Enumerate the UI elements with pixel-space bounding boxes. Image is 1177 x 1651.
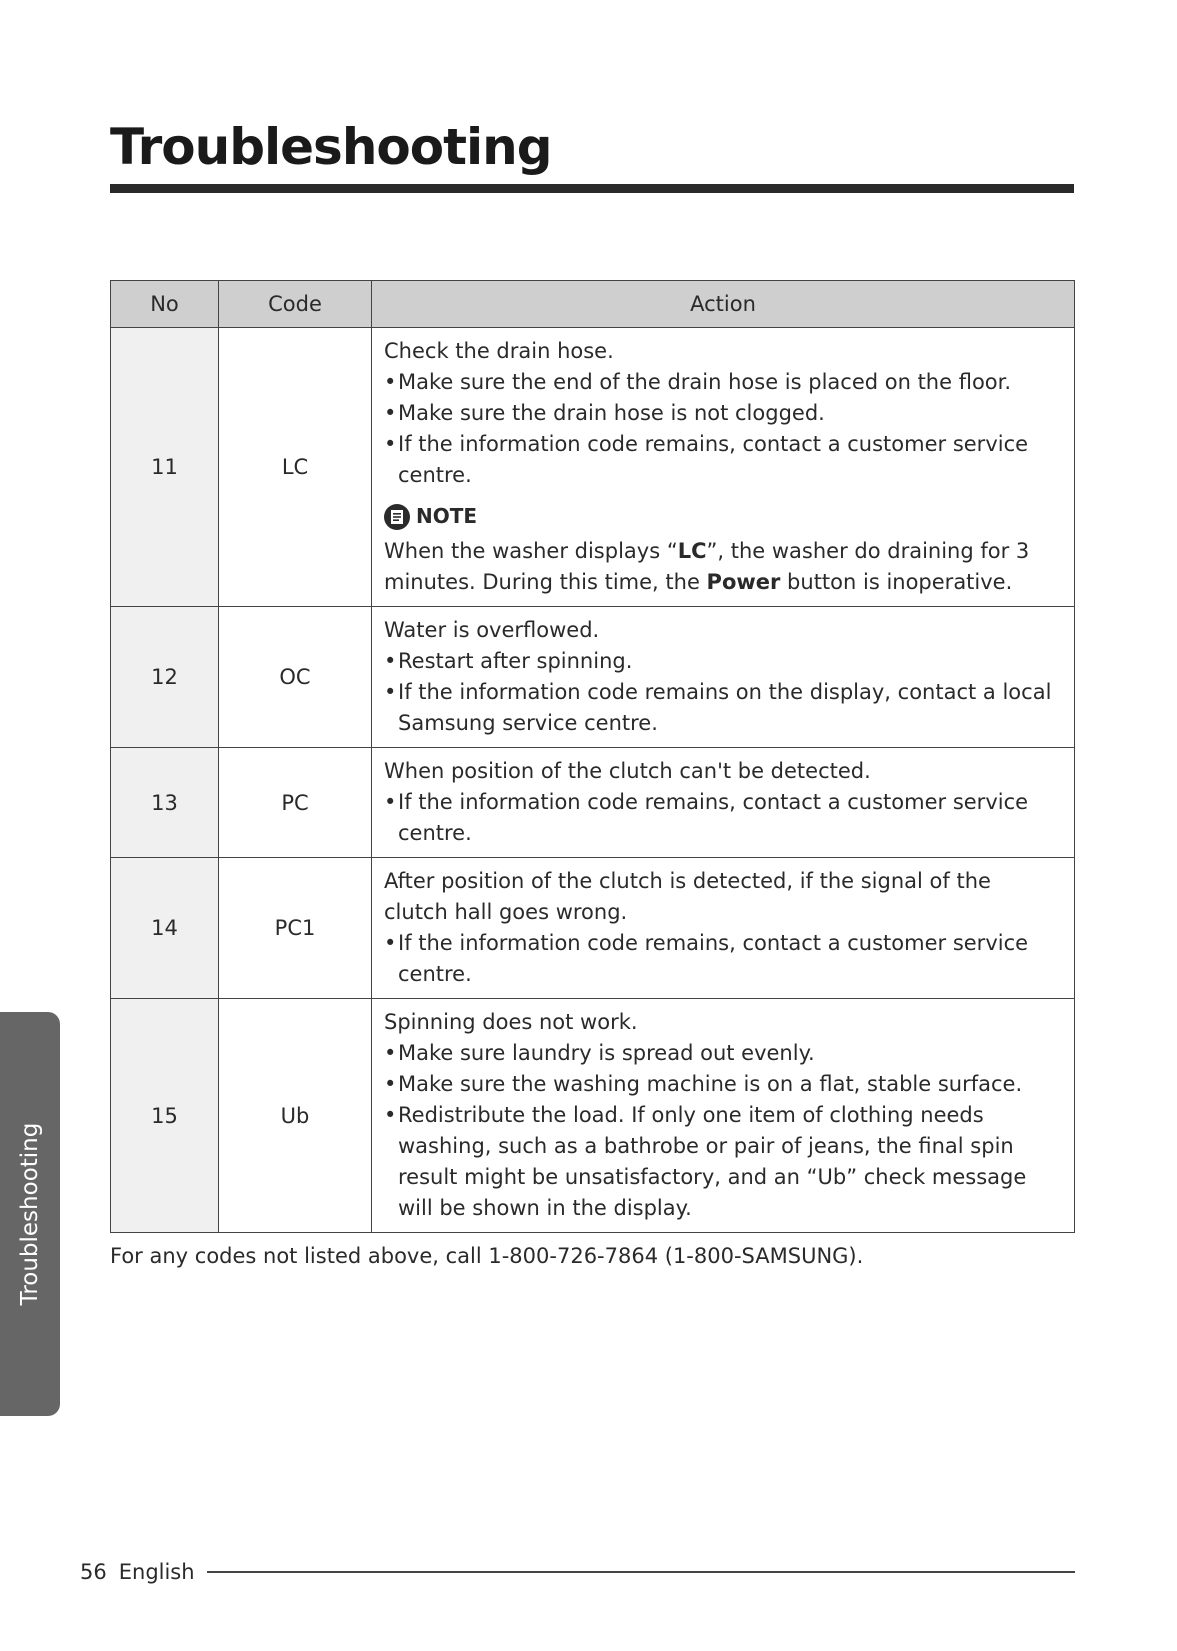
- row-number: 13: [111, 748, 219, 858]
- action-bullet: • If the information code remains, contact a customer service centre.: [384, 429, 1060, 491]
- action-list: [384, 367, 1060, 491]
- action-bullet: • Restart after spinning.: [384, 646, 1060, 677]
- table-header-row: [111, 281, 1075, 328]
- note-code-lc: LC: [677, 539, 707, 563]
- page-language: English: [118, 1560, 195, 1584]
- error-code-table: [110, 280, 1075, 1233]
- table-row: [111, 999, 1075, 1233]
- info-code: PC: [219, 748, 372, 858]
- action-cell: [372, 328, 1075, 607]
- action-list: [384, 646, 1060, 739]
- action-cell: [372, 858, 1075, 999]
- action-bullet: • Make sure the drain hose is not clogged.: [384, 398, 1060, 429]
- row-number: 14: [111, 858, 219, 999]
- info-code: LC: [219, 328, 372, 607]
- header-no: No: [111, 281, 219, 328]
- action-bullet: • If the information code remains, contact a customer service centre.: [384, 787, 1060, 849]
- action-cell: [372, 607, 1075, 748]
- table-row: [111, 328, 1075, 607]
- info-code: Ub: [219, 999, 372, 1233]
- action-intro: After position of the clutch is detected, if the signal of the clutch hall goes wrong.: [384, 869, 991, 924]
- note-text-part: When the washer displays “: [384, 539, 678, 563]
- note-heading: [384, 501, 1060, 532]
- page-footer: [80, 1560, 1075, 1584]
- info-code: OC: [219, 607, 372, 748]
- note-text: [384, 536, 1060, 598]
- note-power-button: Power: [706, 570, 781, 594]
- table-row: [111, 858, 1075, 999]
- action-intro: Check the drain hose.: [384, 339, 614, 363]
- action-bullet: • Make sure the end of the drain hose is placed on the floor.: [384, 367, 1060, 398]
- action-intro: Water is overflowed.: [384, 618, 600, 642]
- action-list: [384, 1038, 1060, 1224]
- action-bullet: • Make sure laundry is spread out evenly.: [384, 1038, 1060, 1069]
- note-text-part: ”, the washer do draining for 3 minutes. During this time, the: [384, 539, 1030, 594]
- action-cell: [372, 999, 1075, 1233]
- side-tab-label: Troubleshooting: [17, 1122, 43, 1306]
- table-row: [111, 748, 1075, 858]
- page-number: 56: [80, 1560, 107, 1584]
- action-bullet: • If the information code remains, contact a customer service centre.: [384, 928, 1060, 990]
- action-cell: [372, 748, 1075, 858]
- action-bullet: • Make sure the washing machine is on a flat, stable surface.: [384, 1069, 1060, 1100]
- footer-rule: [207, 1571, 1075, 1573]
- note-label: NOTE: [416, 504, 478, 528]
- header-code: Code: [219, 281, 372, 328]
- row-number: 15: [111, 999, 219, 1233]
- note-text-part: button is inoperative.: [780, 570, 1013, 594]
- row-number: 11: [111, 328, 219, 607]
- action-list: [384, 928, 1060, 990]
- action-bullet: • If the information code remains on the display, contact a local Samsung service centre.: [384, 677, 1060, 739]
- section-side-tab: [0, 1012, 60, 1416]
- action-intro: Spinning does not work.: [384, 1010, 638, 1034]
- note-icon: [384, 504, 410, 530]
- page-title: Troubleshooting: [110, 118, 552, 176]
- header-action: Action: [372, 281, 1075, 328]
- row-number: 12: [111, 607, 219, 748]
- footnote: For any codes not listed above, call 1-800-726-7864 (1-800-SAMSUNG).: [110, 1244, 864, 1268]
- title-rule: [110, 184, 1074, 193]
- action-list: [384, 787, 1060, 849]
- action-bullet: • Redistribute the load. If only one item of clothing needs washing, such as a bathrobe or pair of jeans, the final spin result might be unsatisfactory, and an “Ub” check message will be shown in the display.: [384, 1100, 1060, 1224]
- table-row: [111, 607, 1075, 748]
- action-intro: When position of the clutch can't be detected.: [384, 759, 871, 783]
- info-code: PC1: [219, 858, 372, 999]
